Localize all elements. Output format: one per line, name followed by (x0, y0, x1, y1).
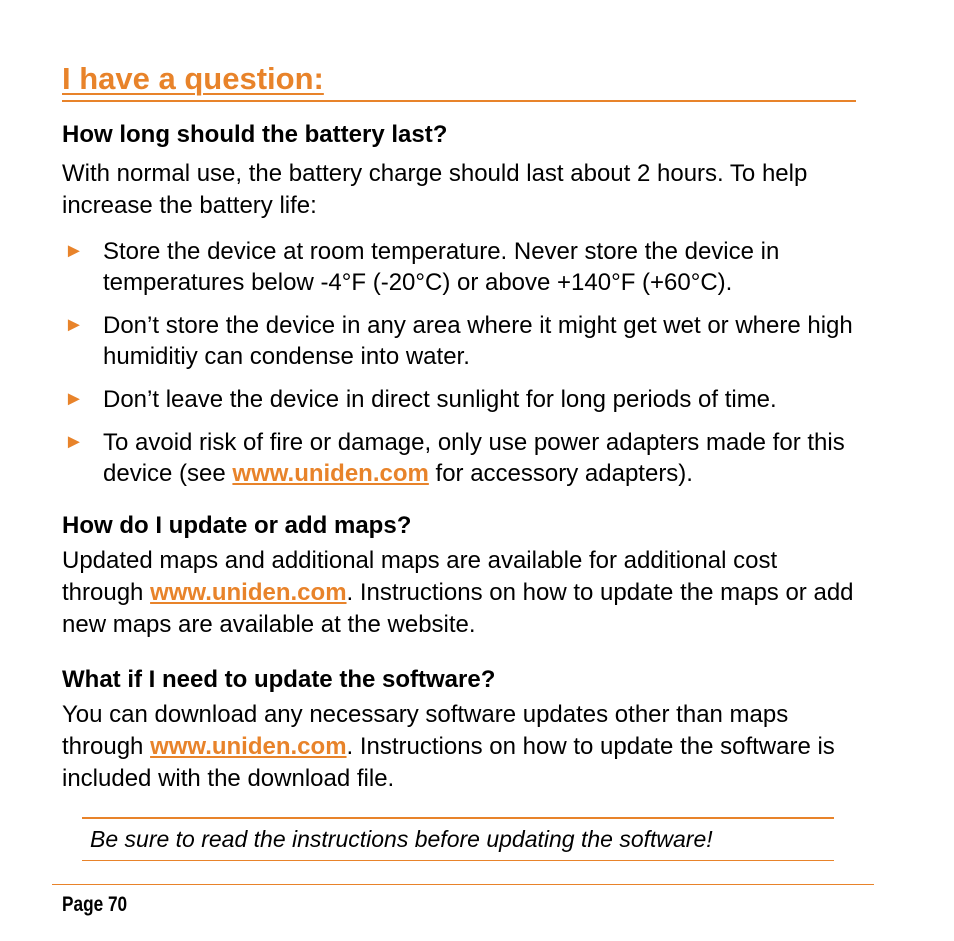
list-item (62, 236, 862, 298)
battery-tips-list (62, 236, 862, 489)
battery-question-heading: How long should the battery last? (62, 121, 448, 148)
list-item (62, 427, 862, 489)
maps-answer (62, 545, 862, 641)
bullet-text: Store the device at room temperature. Never store the device in temperatures below -4°F (-20°C) or above +140°F (+60°C). (103, 238, 780, 296)
arrow-bullet-icon: ► (64, 431, 84, 453)
battery-intro: With normal use, the battery charge should last about 2 hours. To help increase the battery life: (62, 160, 808, 219)
bullet-text: Don’t store the device in any area where it might get wet or where high humiditiy can condense into water. (103, 312, 853, 370)
list-item (62, 310, 862, 372)
footer-divider (52, 884, 874, 885)
uniden-website-link[interactable]: www.uniden.com (232, 460, 429, 487)
maps-text-after-link: . Instructions on how to update the maps or add new maps are available at the website. (62, 579, 854, 638)
software-answer (62, 699, 862, 795)
arrow-bullet-icon: ► (64, 388, 84, 410)
maps-text-before-link: Updated maps and additional maps are available for additional cost through (62, 547, 778, 606)
maps-question-heading: How do I update or add maps? (62, 512, 412, 539)
uniden-website-link[interactable]: www.uniden.com (150, 579, 347, 606)
page-number: Page 70 (62, 893, 128, 916)
page-title: I have a question: (62, 60, 856, 102)
uniden-website-link[interactable]: www.uniden.com (150, 733, 347, 760)
manual-page (62, 60, 862, 795)
bullet-text: Don’t leave the device in direct sunlight for long periods of time. (103, 386, 777, 413)
software-update-note: Be sure to read the instructions before updating the software! (82, 817, 834, 861)
software-text-after-link: . Instructions on how to update the software is included with the download file. (62, 733, 835, 792)
list-item (62, 384, 862, 415)
arrow-bullet-icon: ► (64, 314, 84, 336)
bullet-text-before-link: To avoid risk of fire or damage, only use power adapters made for this device (see (103, 429, 845, 487)
software-question-heading: What if I need to update the software? (62, 666, 496, 693)
arrow-bullet-icon: ► (64, 240, 84, 262)
bullet-text-after-link: for accessory adapters). (428, 460, 693, 487)
software-text-before-link: You can download any necessary software updates other than maps through (62, 701, 789, 760)
